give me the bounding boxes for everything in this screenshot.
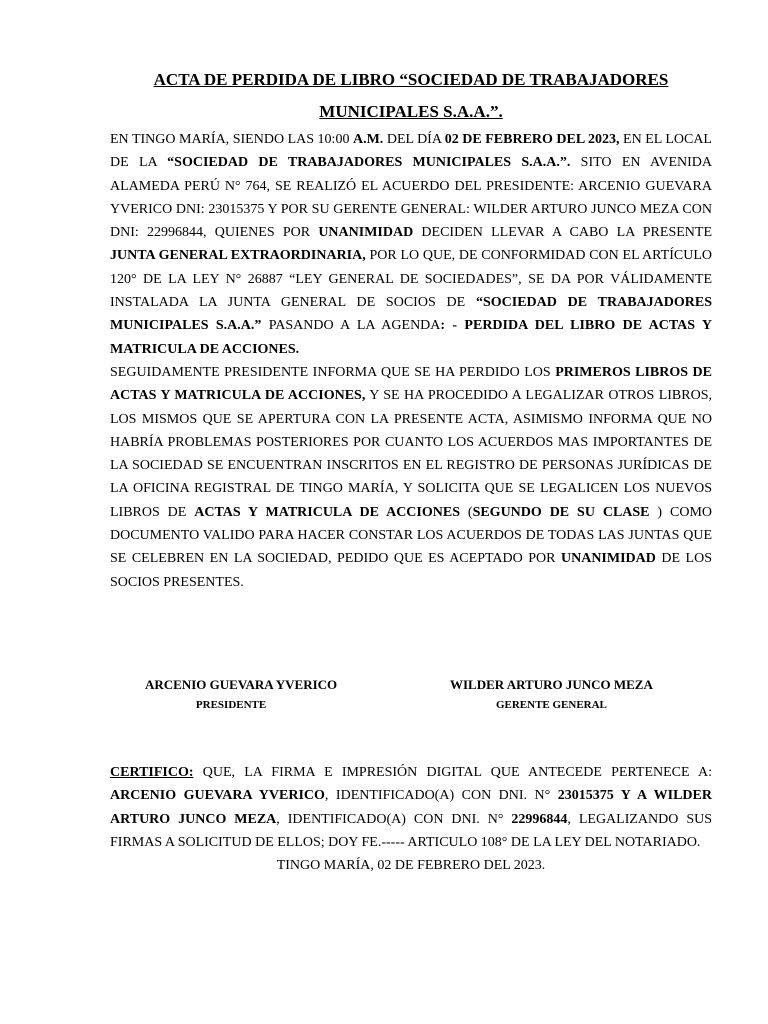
session-opening-segment: SITO EN AVENIDA ALAMEDA PERÚ N° 764, SE REALIZÓ EL ACUERDO DEL PRESIDENTE: ARCENIO GUEVARA YVERICO DNI: 23015375 Y POR SU GERENTE GENERAL: WILDER ARTURO JUNCO MEZA CON DNI: 22996844, QUIENES POR [110,155,712,241]
closing-place-date: TINGO MARÍA, 02 DE FEBRERO DEL 2023. [276,858,546,874]
certification-segment: 22996844 [511,811,568,827]
session-opening-segment: JUNTA GENERAL EXTRAORDINARIA, [110,248,366,264]
president-name: ARCENIO GUEVARA YVERICO [145,677,338,692]
session-opening-segment: : - PERDIDA DEL LIBRO DE ACTAS Y MATRICULA DE ACCIONES. [110,318,712,357]
paragraph-lost-books-report [110,361,712,594]
certification-segment: , LEGALIZANDO SUS FIRMAS A SOLICITUD DE ELLOS; DOY FE.----- ARTICULO 108° DE LA LEY DEL NOTARIADO. [110,811,712,850]
document-body [110,64,712,594]
paragraph-session-opening [110,128,712,361]
lost-books-report-segment: ACTAS Y MATRICULA DE ACCIONES [194,504,460,520]
certification-segment: ARCENIO GUEVARA YVERICO [110,788,325,804]
lost-books-report-segment: PRIMEROS LIBROS DE ACTAS Y MATRICULA DE ACCIONES, [110,364,713,404]
signature-general-manager [450,674,653,714]
session-opening-segment: A.M. [352,132,384,147]
session-opening-segment: POR LO QUE, DE CONFORMIDAD CON EL ARTÍCULO 120° DE LA LEY N° 26887 “LEY GENERAL DE SOCIEDADES”, SE DA POR VÁLIDAMENTE INSTALADA LA JUNTA GENERAL DE SOCIOS DE [110,248,712,311]
document-title-line-2: MUNICIPALES S.A.A.”. [319,102,503,121]
general-manager-name: WILDER ARTURO JUNCO MEZA [450,677,653,692]
certification-segment: , IDENTIFICADO(A) CON DNI. N° [276,811,512,827]
session-opening-segment: DECIDEN LLEVAR A CABO LA PRESENTE [413,225,712,241]
general-manager-role: GERENTE GENERAL [495,699,607,711]
lost-books-report-segment: ) COMO DOCUMENTO VALIDO PARA HACER CONSTAR LOS ACUERDOS DE TODAS LAS JUNTAS QUE SE CELEBREN EN LA SOCIEDAD, PEDIDO QUE ES ACEPTADO POR [110,504,712,567]
session-opening-segment: UNANIMIDAD [318,225,414,241]
lost-books-report-segment: ( [460,504,473,520]
certification-segment: 23015375 Y A WILDER ARTURO JUNCO MEZA [110,788,712,827]
certification-label: CERTIFICO: [110,765,194,780]
session-opening-segment: DEL DÍA [383,132,445,147]
session-opening-segment: 02 DE FEBRERO DEL 2023, [444,132,620,147]
lost-books-report-segment: SEGUNDO DE SU CLASE [472,504,650,520]
certification-text [110,761,712,854]
session-opening-segment: “SOCIEDAD DE TRABAJADORES MUNICIPALES S.A.A.”. [167,155,571,171]
session-opening-segment: EN EL LOCAL DE LA [110,132,712,171]
session-opening-segment: PASANDO A LA AGENDA [261,318,441,334]
lost-books-report-segment: UNANIMIDAD [560,551,656,567]
certification-segment: , IDENTIFICADO(A) CON DNI. N° [324,788,558,804]
lost-books-report-segment: DE LOS SOCIOS PRESENTES. [110,551,712,590]
signature-block [110,674,712,724]
session-opening-segment: “SOCIEDAD DE TRABAJADORES MUNICIPALES S.A.A.” [110,295,712,334]
lost-books-report-segment: SEGUIDAMENTE PRESIDENTE INFORMA QUE SE HA PERDIDO LOS [110,364,556,380]
session-opening-segment: EN TINGO MARÍA, SIENDO LAS 10:00 [110,132,353,147]
lost-books-report-segment: Y SE HA PROCEDIDO A LEGALIZAR OTROS LIBROS, LOS MISMOS QUE SE APERTURA CON LA PRESENTE ACTA, ASIMISMO INFORMA QUE NO HABRÍA PROBLEMAS POSTERIORES POR CUANTO LOS ACUERDOS MAS IMPORTANTES DE LA SOCIEDAD SE ENCUENTRAN INSCRITOS EN EL REGISTRO DE PERSONAS JURÍDICAS DE LA OFICINA REGISTRAL DE TINGO MARÍA, Y SOLICITA QUE SE LEGALICEN LOS NUEVOS LIBROS DE [110,388,712,520]
signature-president [145,674,337,714]
document-title-line-1: ACTA DE PERDIDA DE LIBRO “SOCIEDAD DE TRABAJADORES [153,70,669,89]
notary-certification [110,761,712,877]
president-role: PRESIDENTE [195,699,267,711]
certification-segment: QUE, LA FIRMA E IMPRESIÓN DIGITAL QUE ANTECEDE PERTENECE A: [193,765,712,780]
